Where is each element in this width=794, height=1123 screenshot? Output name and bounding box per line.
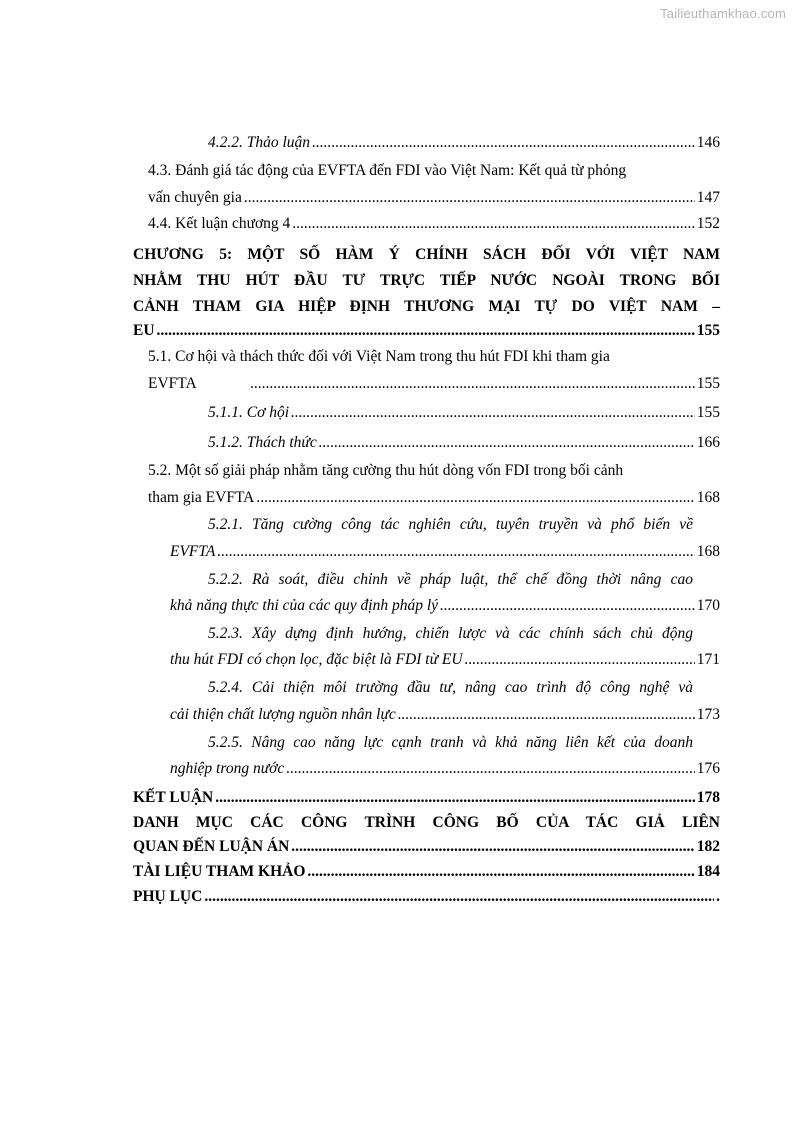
leader-dots <box>217 539 694 565</box>
toc-entry-5-2-1-line1[interactable] <box>208 512 693 538</box>
toc-entry-title-cont: NHẰM THU HÚT ĐẦU TƯ TRỰC TIẾP NƯỚC NGOÀI TRONG BỐI <box>133 272 720 289</box>
toc-entry-title: 5.1.2. Thách thức <box>208 434 317 451</box>
toc-entry-4-3-line2[interactable] <box>148 185 720 211</box>
leader-dots <box>312 130 695 156</box>
toc-entry-danh-muc-line2[interactable] <box>133 834 720 860</box>
toc-page-number: 170 <box>696 597 720 614</box>
toc-chapter-5-line4[interactable] <box>133 318 720 344</box>
toc-entry-title-cont: tham gia EVFTA <box>148 489 255 506</box>
leader-dots <box>440 593 695 619</box>
toc-entry-title: 4.4. Kết luận chương 4 <box>148 215 291 232</box>
watermark: Tailieuthamkhao.com <box>660 6 786 21</box>
toc-page-number: 147 <box>696 189 720 206</box>
toc-entry-5-2-5-line2[interactable] <box>170 756 720 782</box>
toc-entry-title-cont: EU <box>133 322 155 339</box>
toc-entry-title: PHỤ LỤC <box>133 888 203 905</box>
toc-page-number: 168 <box>696 543 720 560</box>
toc-entry-5-2-1-line2[interactable] <box>170 539 720 565</box>
leader-dots <box>286 756 694 782</box>
leader-dots <box>291 400 695 426</box>
toc-page-number: 155 <box>696 375 720 392</box>
toc-entry-ket-luan[interactable] <box>133 785 720 811</box>
toc-page-number: 171 <box>696 651 720 668</box>
toc-entry-title: DANH MỤC CÁC CÔNG TRÌNH CÔNG BỐ CỦA TÁC GIẢ LIÊN <box>133 814 720 831</box>
toc-entry-title-cont: vấn chuyên gia <box>148 189 242 206</box>
toc-entry-4-4[interactable] <box>148 211 720 237</box>
toc-page-number: 146 <box>696 134 720 151</box>
toc-entry-title-cont: cải thiện chất lượng nguồn nhân lực <box>170 706 396 723</box>
toc-entry-5-2-line1[interactable] <box>148 458 720 484</box>
toc-entry-title: TÀI LIỆU THAM KHẢO <box>133 863 306 880</box>
toc-page-number: 155 <box>696 322 720 339</box>
leader-dots <box>157 318 695 344</box>
toc-entry-title-cont: EVFTA <box>170 543 216 560</box>
toc-page-number: 152 <box>696 215 720 232</box>
toc-entry-title-cont: CẢNH THAM GIA HIỆP ĐỊNH THƯƠNG MẠI TỰ DO VIỆT NAM – <box>133 298 720 315</box>
toc-entry-5-2-4-line2[interactable] <box>170 702 720 728</box>
toc-entry-5-1-line2[interactable] <box>148 371 720 397</box>
toc-entry-4-3-line1[interactable] <box>148 158 720 184</box>
toc-entry-5-2-4-line1[interactable] <box>208 675 693 701</box>
leader-dots <box>256 485 694 511</box>
toc-page-number: 155 <box>696 404 720 421</box>
toc-entry-5-1-2[interactable] <box>208 430 720 456</box>
leader-dots <box>465 647 695 673</box>
leader-dots <box>307 859 694 885</box>
toc-entry-5-1-line1[interactable] <box>148 344 720 370</box>
toc-entry-title: 5.2.4. Cải thiện môi trường đầu tư, nâng cao trình độ công nghệ và <box>208 679 693 696</box>
toc-entry-tai-lieu[interactable] <box>133 859 720 885</box>
toc-chapter-5-line3[interactable] <box>133 294 720 320</box>
leader-dots <box>319 430 695 456</box>
leader-dots <box>292 211 694 237</box>
toc-entry-title: 5.2. Một số giải pháp nhằm tăng cường thu hút dòng vốn FDI trong bối cảnh <box>148 462 624 479</box>
toc-entry-danh-muc-line1[interactable] <box>133 810 720 836</box>
toc-entry-title: 5.2.5. Nâng cao năng lực cạnh tranh và khả năng liên kết của doanh <box>208 734 693 751</box>
toc-entry-phu-luc[interactable] <box>133 884 720 910</box>
toc-page-number: 166 <box>696 434 720 451</box>
leader-dots <box>291 834 694 860</box>
toc-chapter-5-line1[interactable] <box>133 242 720 268</box>
toc-entry-title: 4.2.2. Thảo luận <box>208 134 311 151</box>
toc-page-number: 176 <box>696 760 720 777</box>
toc-page-number: 178 <box>696 789 720 806</box>
toc-entry-title: 5.2.3. Xây dựng định hướng, chiến lược và các chính sách chủ động <box>208 625 693 642</box>
toc-entry-title-cont: thu hút FDI có chọn lọc, đặc biệt là FDI từ EU <box>170 651 463 668</box>
toc-entry-5-2-2-line2[interactable] <box>170 593 720 619</box>
leader-dots <box>244 185 695 211</box>
toc-page-number: 173 <box>696 706 720 723</box>
toc-page-number: 184 <box>696 863 720 880</box>
toc-page-number: 182 <box>696 838 720 855</box>
toc-entry-title: CHƯƠNG 5: MỘT SỐ HÀM Ý CHÍNH SÁCH ĐỐI VỚI VIỆT NAM <box>133 246 720 263</box>
toc-entry-title-cont: QUAN ĐẾN LUẬN ÁN <box>133 838 290 855</box>
toc-entry-5-2-3-line1[interactable] <box>208 621 693 647</box>
toc-entry-5-2-3-line2[interactable] <box>170 647 720 673</box>
leader-dots <box>204 884 714 910</box>
toc-page-number: 168 <box>696 489 720 506</box>
leader-dots <box>398 702 695 728</box>
toc-entry-title: 5.1. Cơ hội và thách thức đối với Việt Nam trong thu hút FDI khi tham gia <box>148 348 610 365</box>
toc-entry-title: KẾT LUẬN <box>133 789 214 806</box>
toc-entry-title-cont: khả năng thực thi của các quy định pháp lý <box>170 597 439 614</box>
toc-entry-title: 5.1.1. Cơ hội <box>208 404 290 421</box>
toc-chapter-5-line2[interactable] <box>133 268 720 294</box>
toc-entry-5-2-2-line1[interactable] <box>208 567 693 593</box>
leader-dots <box>215 785 695 811</box>
toc-entry-title: 5.2.1. Tăng cường công tác nghiên cứu, tuyên truyền và phổ biến về <box>208 516 693 533</box>
toc-entry-title: 4.3. Đánh giá tác động của EVFTA đến FDI vào Việt Nam: Kết quả từ phỏng <box>148 162 627 179</box>
toc-entry-5-2-5-line1[interactable] <box>208 730 693 756</box>
toc-entry-5-1-1[interactable] <box>208 400 720 426</box>
leader-dots <box>250 371 695 397</box>
toc-entry-4-2-2[interactable] <box>208 130 720 156</box>
toc-entry-5-2-line2[interactable] <box>148 485 720 511</box>
toc-entry-title-cont: nghiệp trong nước <box>170 760 285 777</box>
toc-entry-title-cont: EVFTA <box>148 375 197 392</box>
toc-page-number: . <box>716 888 720 905</box>
toc-entry-title: 5.2.2. Rà soát, điều chỉnh về pháp luật, thể chế đồng thời nâng cao <box>208 571 693 588</box>
